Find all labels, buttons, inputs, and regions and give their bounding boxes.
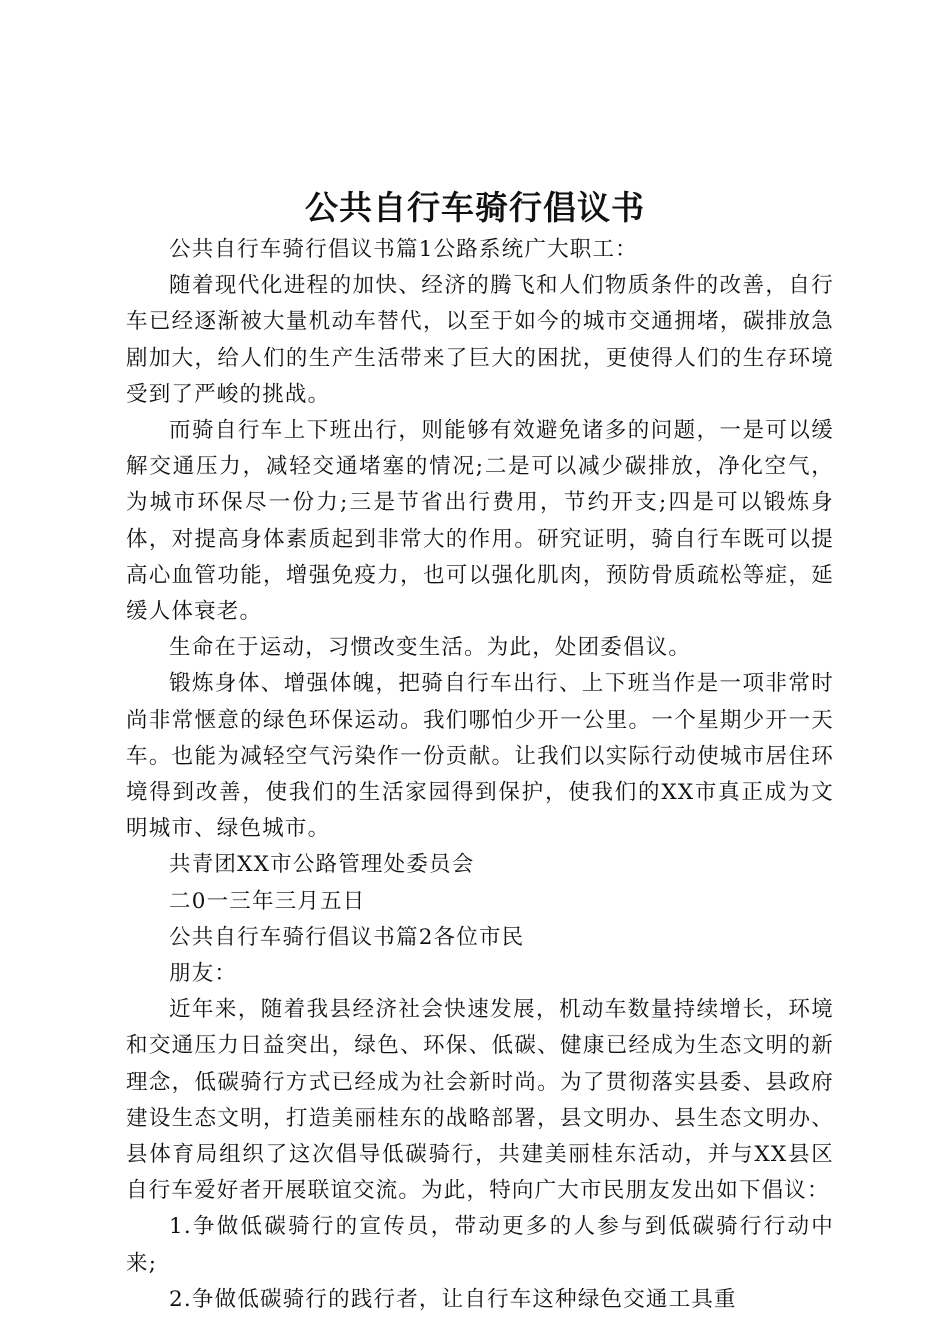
list-item: 2.争做低碳骑行的践行者，让自行车这种绿色交通工具重 — [169, 1286, 737, 1312]
paragraph-background: 随着现代化进程的加快、经济的腾飞和人们物质条件的改善，自行车已经逐渐被大量机动车替代，以至于如今的城市交通拥堵，碳排放急剧加大，给人们的生产生活带来了巨大的困扰，更使得人们的生存环境受到了严峻的挑战。 — [126, 273, 834, 407]
paragraph-salutation: 朋友： — [169, 961, 238, 987]
paragraph-benefits: 而骑自行车上下班出行，则能够有效避免诸多的问题，一是可以缓解交通压力，减轻交通堵塞的情况;二是可以减少碳排放，净化空气，为城市环保尽一份力;三是节省出行费用，节约开支;四是可以锻炼身体，对提高身体素质起到非常大的作用。研究证明，骑自行车既可以提高心血管功能，增强免疫力，也可以强化肌肉，预防骨质疏松等症，延缓人体衰老。 — [126, 418, 834, 625]
paragraph-context: 近年来，随着我县经济社会快速发展，机动车数量持续增长，环境和交通压力日益突出，绿色、环保、低碳、健康已经成为生态文明的新理念，低碳骑行方式已经成为社会新时尚。为了贯彻落实县委、县政府建设生态文明，打造美丽桂东的战略部署，县文明办、县生态文明办、县体育局组织了这次倡导低碳骑行，共建美丽桂东活动，并与XX县区自行车爱好者开展联谊交流。为此，特向广大市民朋友发出如下倡议： — [126, 997, 834, 1204]
paragraph-intro-2: 公共自行车骑行倡议书篇2各位市民 — [169, 924, 525, 950]
paragraph-initiative: 生命在于运动，习惯改变生活。为此，处团委倡议。 — [169, 635, 692, 661]
signature-date: 二0一三年三月五日 — [169, 888, 366, 914]
paragraph-call-to-action: 锻炼身体、增强体魄，把骑自行车出行、上下班当作是一项非常时尚非常惬意的绿色环保运动。我们哪怕少开一公里。一个星期少开一天车。也能为减轻空气污染作一份贡献。让我们以实际行动使城市居住环境得到改善，使我们的生活家园得到保护，使我们的XX市真正成为文明城市、绿色城市。 — [126, 671, 834, 842]
paragraph-intro-1: 公共自行车骑行倡议书篇1公路系统广大职工： — [169, 237, 638, 262]
document-title: 公共自行车骑行倡议书 — [305, 188, 645, 227]
signature-organization: 共青团XX市公路管理处委员会 — [169, 852, 475, 878]
document-body — [126, 232, 834, 1318]
list-item: 1.争做低碳骑行的宣传员，带动更多的人参与到低碳骑行行动中来; — [126, 1214, 834, 1276]
